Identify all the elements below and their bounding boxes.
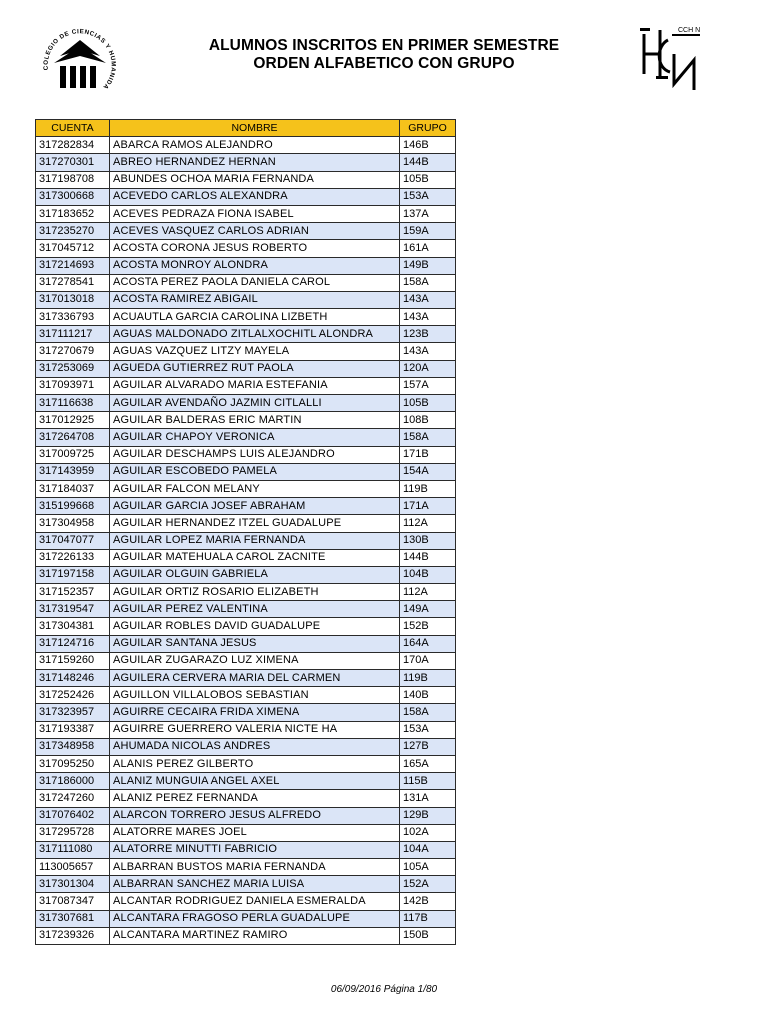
plantel-logo (638, 20, 716, 96)
grupo-cell: 129B (400, 807, 456, 824)
grupo-cell: 171A (400, 498, 456, 515)
cch-logo-text: COLEGIO DE CIENCIAS Y HUMANIDA (42, 28, 117, 91)
grupo-cell: 170A (400, 652, 456, 669)
nombre-cell: ALCANTARA FRAGOSO PERLA GUADALUPE (110, 910, 400, 927)
table-row (36, 205, 456, 222)
table-row (36, 360, 456, 377)
table-row (36, 291, 456, 308)
grupo-cell: 157A (400, 377, 456, 394)
grupo-cell: 108B (400, 412, 456, 429)
table-row (36, 309, 456, 326)
nombre-cell: ACEVES PEDRAZA FIONA ISABEL (110, 205, 400, 222)
nombre-cell: ACOSTA PEREZ PAOLA DANIELA CAROL (110, 274, 400, 291)
table-row (36, 446, 456, 463)
table-row (36, 773, 456, 790)
grupo-cell: 161A (400, 240, 456, 257)
table-row (36, 755, 456, 772)
nombre-cell: ALBARRAN BUSTOS MARIA FERNANDA (110, 859, 400, 876)
cuenta-cell: 317013018 (36, 291, 110, 308)
grupo-cell: 152B (400, 618, 456, 635)
table-row (36, 532, 456, 549)
nombre-cell: AGUILAR ESCOBEDO PAMELA (110, 463, 400, 480)
cuenta-cell: 317323957 (36, 704, 110, 721)
cch-logo (34, 16, 124, 104)
table-row (36, 223, 456, 240)
table-row (36, 859, 456, 876)
nombre-cell: AGUILAR LOPEZ MARIA FERNANDA (110, 532, 400, 549)
nombre-cell: AGUEDA GUTIERREZ RUT PAOLA (110, 360, 400, 377)
cuenta-cell: 317270301 (36, 154, 110, 171)
column-header-cuenta: CUENTA (36, 120, 110, 137)
table-row (36, 687, 456, 704)
cuenta-cell: 317197158 (36, 566, 110, 583)
grupo-cell: 120A (400, 360, 456, 377)
nombre-cell: ALATORRE MARES JOEL (110, 824, 400, 841)
table-row (36, 429, 456, 446)
grupo-cell: 119B (400, 480, 456, 497)
nombre-cell: ACOSTA MONROY ALONDRA (110, 257, 400, 274)
grupo-cell: 105B (400, 395, 456, 412)
cuenta-cell: 317087347 (36, 893, 110, 910)
cuenta-cell: 317348958 (36, 738, 110, 755)
nombre-cell: AGUILAR MATEHUALA CAROL ZACNITE (110, 549, 400, 566)
table-row (36, 566, 456, 583)
table-row (36, 824, 456, 841)
grupo-cell: 152A (400, 876, 456, 893)
table-row (36, 480, 456, 497)
cuenta-cell: 317301304 (36, 876, 110, 893)
cuenta-cell: 317009725 (36, 446, 110, 463)
grupo-cell: 146B (400, 137, 456, 154)
nombre-cell: ABUNDES OCHOA MARIA FERNANDA (110, 171, 400, 188)
grupo-cell: 158A (400, 429, 456, 446)
cuenta-cell: 317047077 (36, 532, 110, 549)
nombre-cell: AGUILAR DESCHAMPS LUIS ALEJANDRO (110, 446, 400, 463)
cuenta-cell: 317093971 (36, 377, 110, 394)
cuenta-cell: 317247260 (36, 790, 110, 807)
table-row (36, 618, 456, 635)
grupo-cell: 153A (400, 721, 456, 738)
nombre-cell: AGUILAR AVENDAÑO JAZMIN CITLALLI (110, 395, 400, 412)
nombre-cell: AGUILAR FALCON MELANY (110, 480, 400, 497)
table-row (36, 584, 456, 601)
nombre-cell: AGUILAR ZUGARAZO LUZ XIMENA (110, 652, 400, 669)
column-header-grupo: GRUPO (400, 120, 456, 137)
cuenta-cell: 317193387 (36, 721, 110, 738)
table-row (36, 652, 456, 669)
grupo-cell: 127B (400, 738, 456, 755)
page-footer: 06/09/2016 Página 1/80 (330, 984, 438, 995)
nombre-cell: ACUAUTLA GARCIA CAROLINA LIZBETH (110, 309, 400, 326)
table-row (36, 893, 456, 910)
nombre-cell: AGUILAR HERNANDEZ ITZEL GUADALUPE (110, 515, 400, 532)
table-body (36, 137, 456, 945)
student-table (35, 119, 456, 945)
nombre-cell: AGUILAR GARCIA JOSEF ABRAHAM (110, 498, 400, 515)
cuenta-cell: 317270679 (36, 343, 110, 360)
table-row (36, 498, 456, 515)
table-row (36, 807, 456, 824)
cuenta-cell: 317282834 (36, 137, 110, 154)
table-header-row (36, 120, 456, 137)
table-row (36, 841, 456, 858)
grupo-cell: 115B (400, 773, 456, 790)
nombre-cell: ALATORRE MINUTTI FABRICIO (110, 841, 400, 858)
nombre-cell: ALBARRAN SANCHEZ MARIA LUISA (110, 876, 400, 893)
nombre-cell: AHUMADA NICOLAS ANDRES (110, 738, 400, 755)
grupo-cell: 104B (400, 566, 456, 583)
grupo-cell: 104A (400, 841, 456, 858)
nombre-cell: AGUIRRE GUERRERO VALERIA NICTE HA (110, 721, 400, 738)
table-row (36, 171, 456, 188)
grupo-cell: 154A (400, 463, 456, 480)
cuenta-cell: 317264708 (36, 429, 110, 446)
table-row (36, 188, 456, 205)
cuenta-cell: 317307681 (36, 910, 110, 927)
nombre-cell: AGUILAR BALDERAS ERIC MARTIN (110, 412, 400, 429)
grupo-cell: 112A (400, 515, 456, 532)
table-row (36, 137, 456, 154)
nombre-cell: ABREO HERNANDEZ HERNAN (110, 154, 400, 171)
cuenta-cell: 317226133 (36, 549, 110, 566)
table-row (36, 721, 456, 738)
page-title-line1: ALUMNOS INSCRITOS EN PRIMER SEMESTRE (208, 37, 560, 54)
cuenta-cell: 317124716 (36, 635, 110, 652)
nombre-cell: ALCANTAR RODRIGUEZ DANIELA ESMERALDA (110, 893, 400, 910)
grupo-cell: 158A (400, 704, 456, 721)
cuenta-cell: 317184037 (36, 480, 110, 497)
cuenta-cell: 317278541 (36, 274, 110, 291)
grupo-cell: 131A (400, 790, 456, 807)
nombre-cell: ALANIZ PEREZ FERNANDA (110, 790, 400, 807)
table-row (36, 549, 456, 566)
cuenta-cell: 317159260 (36, 652, 110, 669)
table-row (36, 326, 456, 343)
cuenta-cell: 317183652 (36, 205, 110, 222)
cuenta-cell: 317304958 (36, 515, 110, 532)
cuenta-cell: 113005657 (36, 859, 110, 876)
cuenta-cell: 317319547 (36, 601, 110, 618)
grupo-cell: 102A (400, 824, 456, 841)
grupo-cell: 144B (400, 154, 456, 171)
cuenta-cell: 317235270 (36, 223, 110, 240)
cuenta-cell: 317111080 (36, 841, 110, 858)
cuenta-cell: 317186000 (36, 773, 110, 790)
table-row (36, 704, 456, 721)
grupo-cell: 143A (400, 309, 456, 326)
table-row (36, 377, 456, 394)
cuenta-cell: 317295728 (36, 824, 110, 841)
cuenta-cell: 317148246 (36, 670, 110, 687)
cuenta-cell: 317304381 (36, 618, 110, 635)
grupo-cell: 149B (400, 257, 456, 274)
grupo-cell: 142B (400, 893, 456, 910)
nombre-cell: AGUILLON VILLALOBOS SEBASTIAN (110, 687, 400, 704)
nombre-cell: AGUIRRE CECAIRA FRIDA XIMENA (110, 704, 400, 721)
nombre-cell: ACOSTA CORONA JESUS ROBERTO (110, 240, 400, 257)
table-row (36, 154, 456, 171)
grupo-cell: 144B (400, 549, 456, 566)
nombre-cell: AGUILAR ROBLES DAVID GUADALUPE (110, 618, 400, 635)
table-row (36, 463, 456, 480)
cuenta-cell: 317300668 (36, 188, 110, 205)
nombre-cell: AGUILAR PEREZ VALENTINA (110, 601, 400, 618)
cuenta-cell: 317045712 (36, 240, 110, 257)
table-row (36, 274, 456, 291)
grupo-cell: 130B (400, 532, 456, 549)
grupo-cell: 150B (400, 927, 456, 944)
grupo-cell: 112A (400, 584, 456, 601)
cuenta-cell: 317253069 (36, 360, 110, 377)
grupo-cell: 153A (400, 188, 456, 205)
cuenta-cell: 317198708 (36, 171, 110, 188)
grupo-cell: 171B (400, 446, 456, 463)
grupo-cell: 140B (400, 687, 456, 704)
nombre-cell: AGUILAR CHAPOY VERONICA (110, 429, 400, 446)
cuenta-cell: 317336793 (36, 309, 110, 326)
cuenta-cell: 317095250 (36, 755, 110, 772)
grupo-cell: 165A (400, 755, 456, 772)
grupo-cell: 123B (400, 326, 456, 343)
nombre-cell: ACEVEDO CARLOS ALEXANDRA (110, 188, 400, 205)
grupo-cell: 159A (400, 223, 456, 240)
nombre-cell: ABARCA RAMOS ALEJANDRO (110, 137, 400, 154)
grupo-cell: 158A (400, 274, 456, 291)
table-row (36, 240, 456, 257)
cuenta-cell: 317116638 (36, 395, 110, 412)
nombre-cell: AGUILAR OLGUIN GABRIELA (110, 566, 400, 583)
table-row (36, 515, 456, 532)
table-row (36, 670, 456, 687)
nombre-cell: ALARCON TORRERO JESUS ALFREDO (110, 807, 400, 824)
cuenta-cell: 317076402 (36, 807, 110, 824)
nombre-cell: ACOSTA RAMIREZ ABIGAIL (110, 291, 400, 308)
nombre-cell: AGUILAR SANTANA JESUS (110, 635, 400, 652)
cuenta-cell: 317111217 (36, 326, 110, 343)
cuenta-cell: 315199668 (36, 498, 110, 515)
grupo-cell: 105A (400, 859, 456, 876)
column-header-nombre: NOMBRE (110, 120, 400, 137)
cuenta-cell: 317143959 (36, 463, 110, 480)
table-row (36, 927, 456, 944)
table-row (36, 910, 456, 927)
grupo-cell: 105B (400, 171, 456, 188)
table-row (36, 395, 456, 412)
nombre-cell: AGUAS MALDONADO ZITLALXOCHITL ALONDRA (110, 326, 400, 343)
table-row (36, 343, 456, 360)
cuenta-cell: 317214693 (36, 257, 110, 274)
nombre-cell: ALANIZ MUNGUIA ANGEL AXEL (110, 773, 400, 790)
nombre-cell: AGUILERA CERVERA MARIA DEL CARMEN (110, 670, 400, 687)
nombre-cell: ACEVES VASQUEZ CARLOS ADRIAN (110, 223, 400, 240)
table-row (36, 790, 456, 807)
cuenta-cell: 317252426 (36, 687, 110, 704)
grupo-cell: 143A (400, 291, 456, 308)
page-title-line2: ORDEN ALFABETICO CON GRUPO (253, 55, 515, 72)
nombre-cell: ALANIS PEREZ GILBERTO (110, 755, 400, 772)
cuenta-cell: 317152357 (36, 584, 110, 601)
nombre-cell: AGUILAR ORTIZ ROSARIO ELIZABETH (110, 584, 400, 601)
table-row (36, 412, 456, 429)
grupo-cell: 164A (400, 635, 456, 652)
grupo-cell: 119B (400, 670, 456, 687)
nombre-cell: ALCANTARA MARTINEZ RAMIRO (110, 927, 400, 944)
table-row (36, 876, 456, 893)
table-row (36, 257, 456, 274)
cuenta-cell: 317239326 (36, 927, 110, 944)
plantel-logo-text: CCH N (678, 27, 701, 34)
table-row (36, 738, 456, 755)
grupo-cell: 149A (400, 601, 456, 618)
grupo-cell: 117B (400, 910, 456, 927)
table-row (36, 601, 456, 618)
cuenta-cell: 317012925 (36, 412, 110, 429)
nombre-cell: AGUAS VAZQUEZ LITZY MAYELA (110, 343, 400, 360)
grupo-cell: 143A (400, 343, 456, 360)
grupo-cell: 137A (400, 205, 456, 222)
table-row (36, 635, 456, 652)
nombre-cell: AGUILAR ALVARADO MARIA ESTEFANIA (110, 377, 400, 394)
